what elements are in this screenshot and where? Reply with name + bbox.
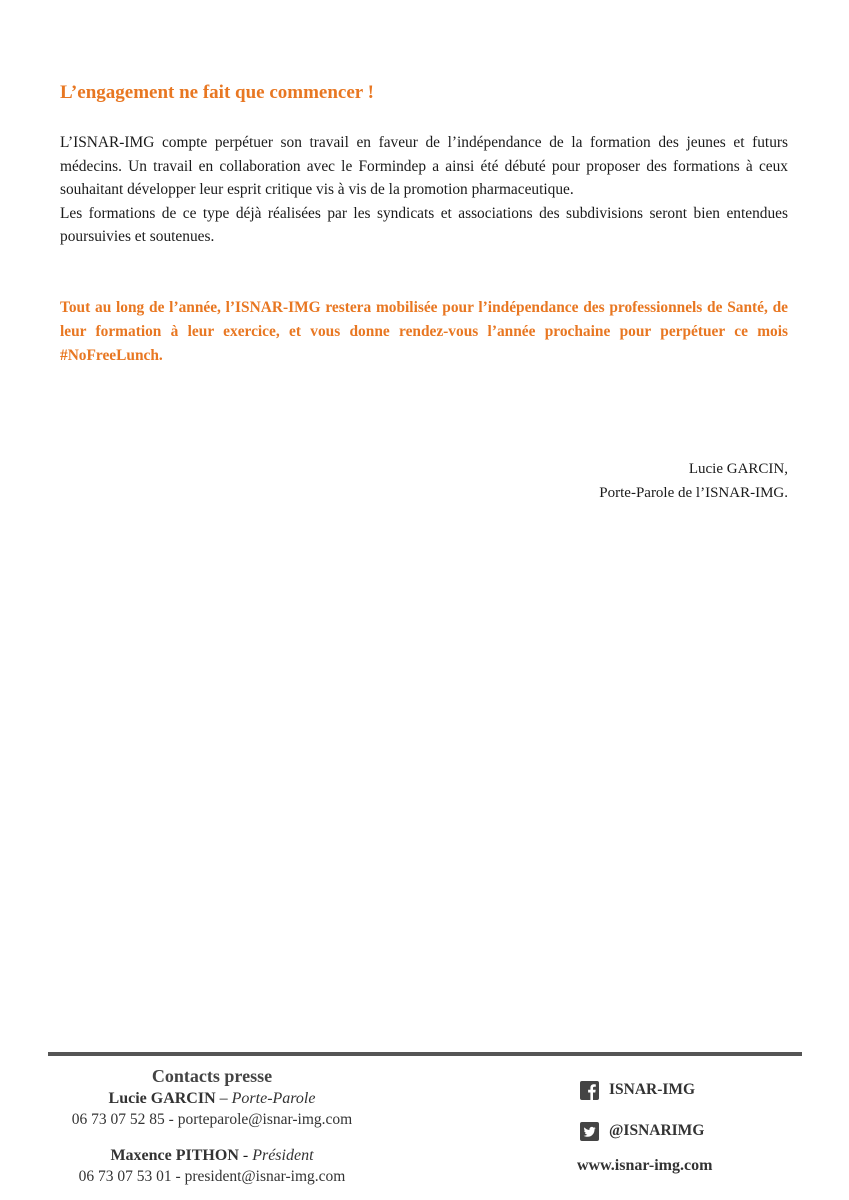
- signature-block: [599, 457, 788, 505]
- contact-details: 06 73 07 53 01 - president@isnar-img.com: [78, 1168, 346, 1185]
- social-label: @ISNARIMG: [609, 1122, 705, 1139]
- contact-name-line: [40, 1088, 384, 1109]
- social-twitter[interactable]: [580, 1119, 704, 1143]
- signature-role: Porte-Parole de l’ISNAR-IMG.: [599, 485, 788, 501]
- contact-name: Lucie GARCIN: [108, 1090, 216, 1107]
- social-facebook[interactable]: [580, 1078, 704, 1102]
- contact-details: 06 73 07 52 85 - porteparole@isnar-img.com: [71, 1111, 353, 1128]
- footer-divider: [48, 1052, 802, 1056]
- paragraph: L’ISNAR-IMG compte perpétuer son travail en faveur de l’indépendance de la formation des jeunes et futurs médecins. Un travail en collaboration avec le Formindep a ainsi été débuté pour proposer des formations à ceux souhaitant développer leur esprit critique vis à vis de la promotion pharmaceutique.: [60, 134, 788, 198]
- website-link[interactable]: www.isnar-img.com: [577, 1157, 713, 1174]
- contact-role: Président: [252, 1147, 314, 1164]
- contacts-title: Contacts presse: [151, 1066, 273, 1086]
- contact-role: Porte-Parole: [231, 1090, 316, 1107]
- paragraph: Les formations de ce type déjà réalisées par les syndicats et associations des subdivisions seront bien entendues poursuivies et soutenues.: [60, 204, 788, 245]
- contact-separator: –: [215, 1090, 232, 1107]
- section-heading: L’engagement ne fait que commencer !: [60, 82, 374, 103]
- signature-name: Lucie GARCIN,: [688, 461, 788, 477]
- press-contacts: [40, 1064, 384, 1187]
- social-label: ISNAR-IMG: [609, 1081, 696, 1098]
- body-text: [60, 131, 788, 249]
- facebook-icon: [580, 1081, 599, 1100]
- twitter-icon: [580, 1122, 599, 1141]
- contact-name-line: [40, 1145, 384, 1166]
- contact-name: Maxence PITHON: [110, 1147, 239, 1164]
- highlight-paragraph: Tout au long de l’année, l’ISNAR-IMG restera mobilisée pour l’indépendance des professionnels de Santé, de leur formation à leur exercice, et vous donne rendez-vous l’année prochaine pour perpétuer ce mois #NoFreeLunch.: [60, 299, 788, 364]
- contact-separator: -: [238, 1147, 253, 1164]
- social-links: [580, 1078, 704, 1160]
